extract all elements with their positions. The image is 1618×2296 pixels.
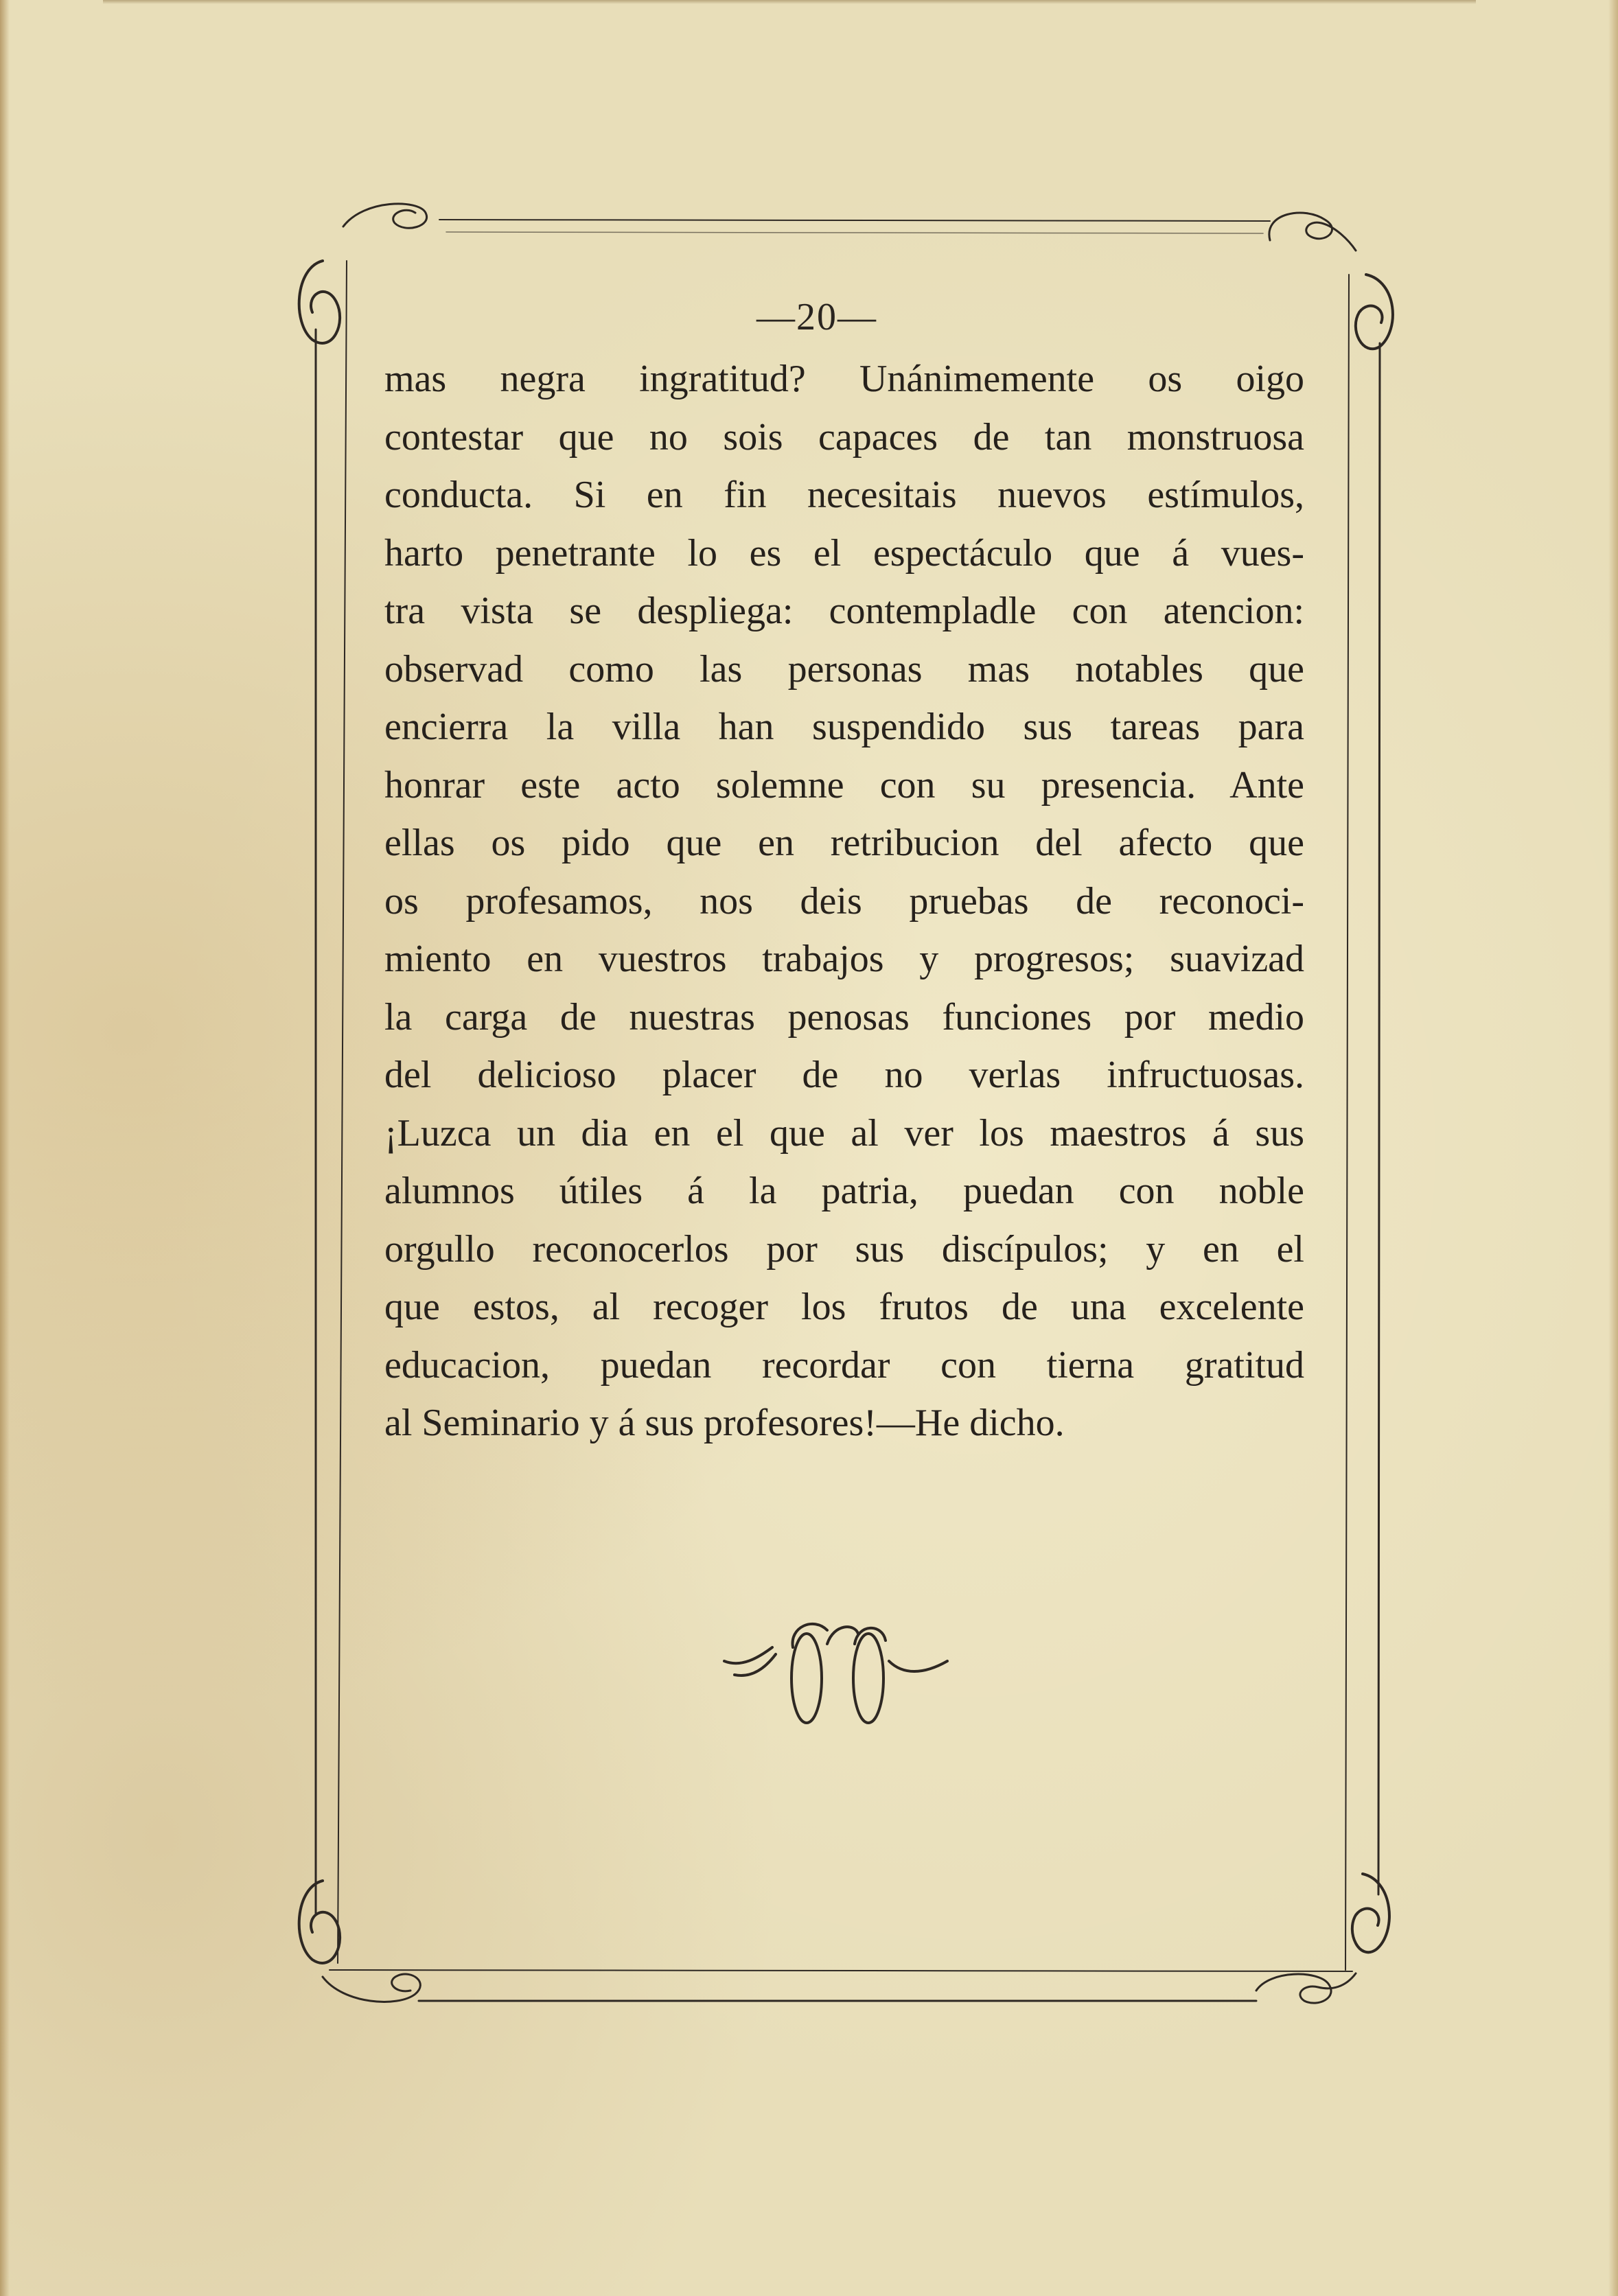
text-line: tra vista se despliega: contempladle con atencion:: [384, 590, 1304, 632]
text-line: orgullo reconocerlos por sus discípulos; y en el: [384, 1227, 1304, 1271]
text-line: contestar que no sois capaces de tan monstruosa: [384, 415, 1304, 459]
text-line: miento en vuestros trabajos y progresos; suavizad: [384, 938, 1304, 980]
text-line: mas negra ingratitud? Unánimemente os oigo: [384, 358, 1304, 400]
text-line: harto penetrante lo es el espectáculo que á vues-: [384, 531, 1304, 575]
text-line: alumnos útiles á la patria, puedan con noble: [384, 1170, 1304, 1212]
text-line: la carga de nuestras penosas funciones por medio: [384, 995, 1304, 1039]
text-line: conducta. Si en fin necesitais nuevos estímulos,: [384, 474, 1304, 516]
text-line: al Seminario y á sus profesores!—He dicho.: [384, 1402, 1065, 1444]
page-number: —20—: [756, 296, 877, 338]
text-line: educacion, puedan recordar con tierna gratitud: [384, 1343, 1304, 1387]
text-line: del delicioso placer de no verlas infructuosas.: [384, 1054, 1304, 1096]
text-line: ellas os pido que en retribucion del afecto que: [384, 822, 1304, 864]
text-line: que estos, al recoger los frutos de una excelente: [384, 1286, 1304, 1328]
text-line: ¡Luzca un dia en el que al ver los maestros á sus: [384, 1111, 1304, 1155]
text-line: honrar este acto solemne con su presencia. Ante: [384, 763, 1304, 807]
text-line: observad como las personas mas notables que: [384, 647, 1304, 691]
text-line: encierra la villa han suspendido sus tareas para: [384, 706, 1304, 748]
text-line: os profesamos, nos deis pruebas de reconoci-: [384, 879, 1304, 923]
